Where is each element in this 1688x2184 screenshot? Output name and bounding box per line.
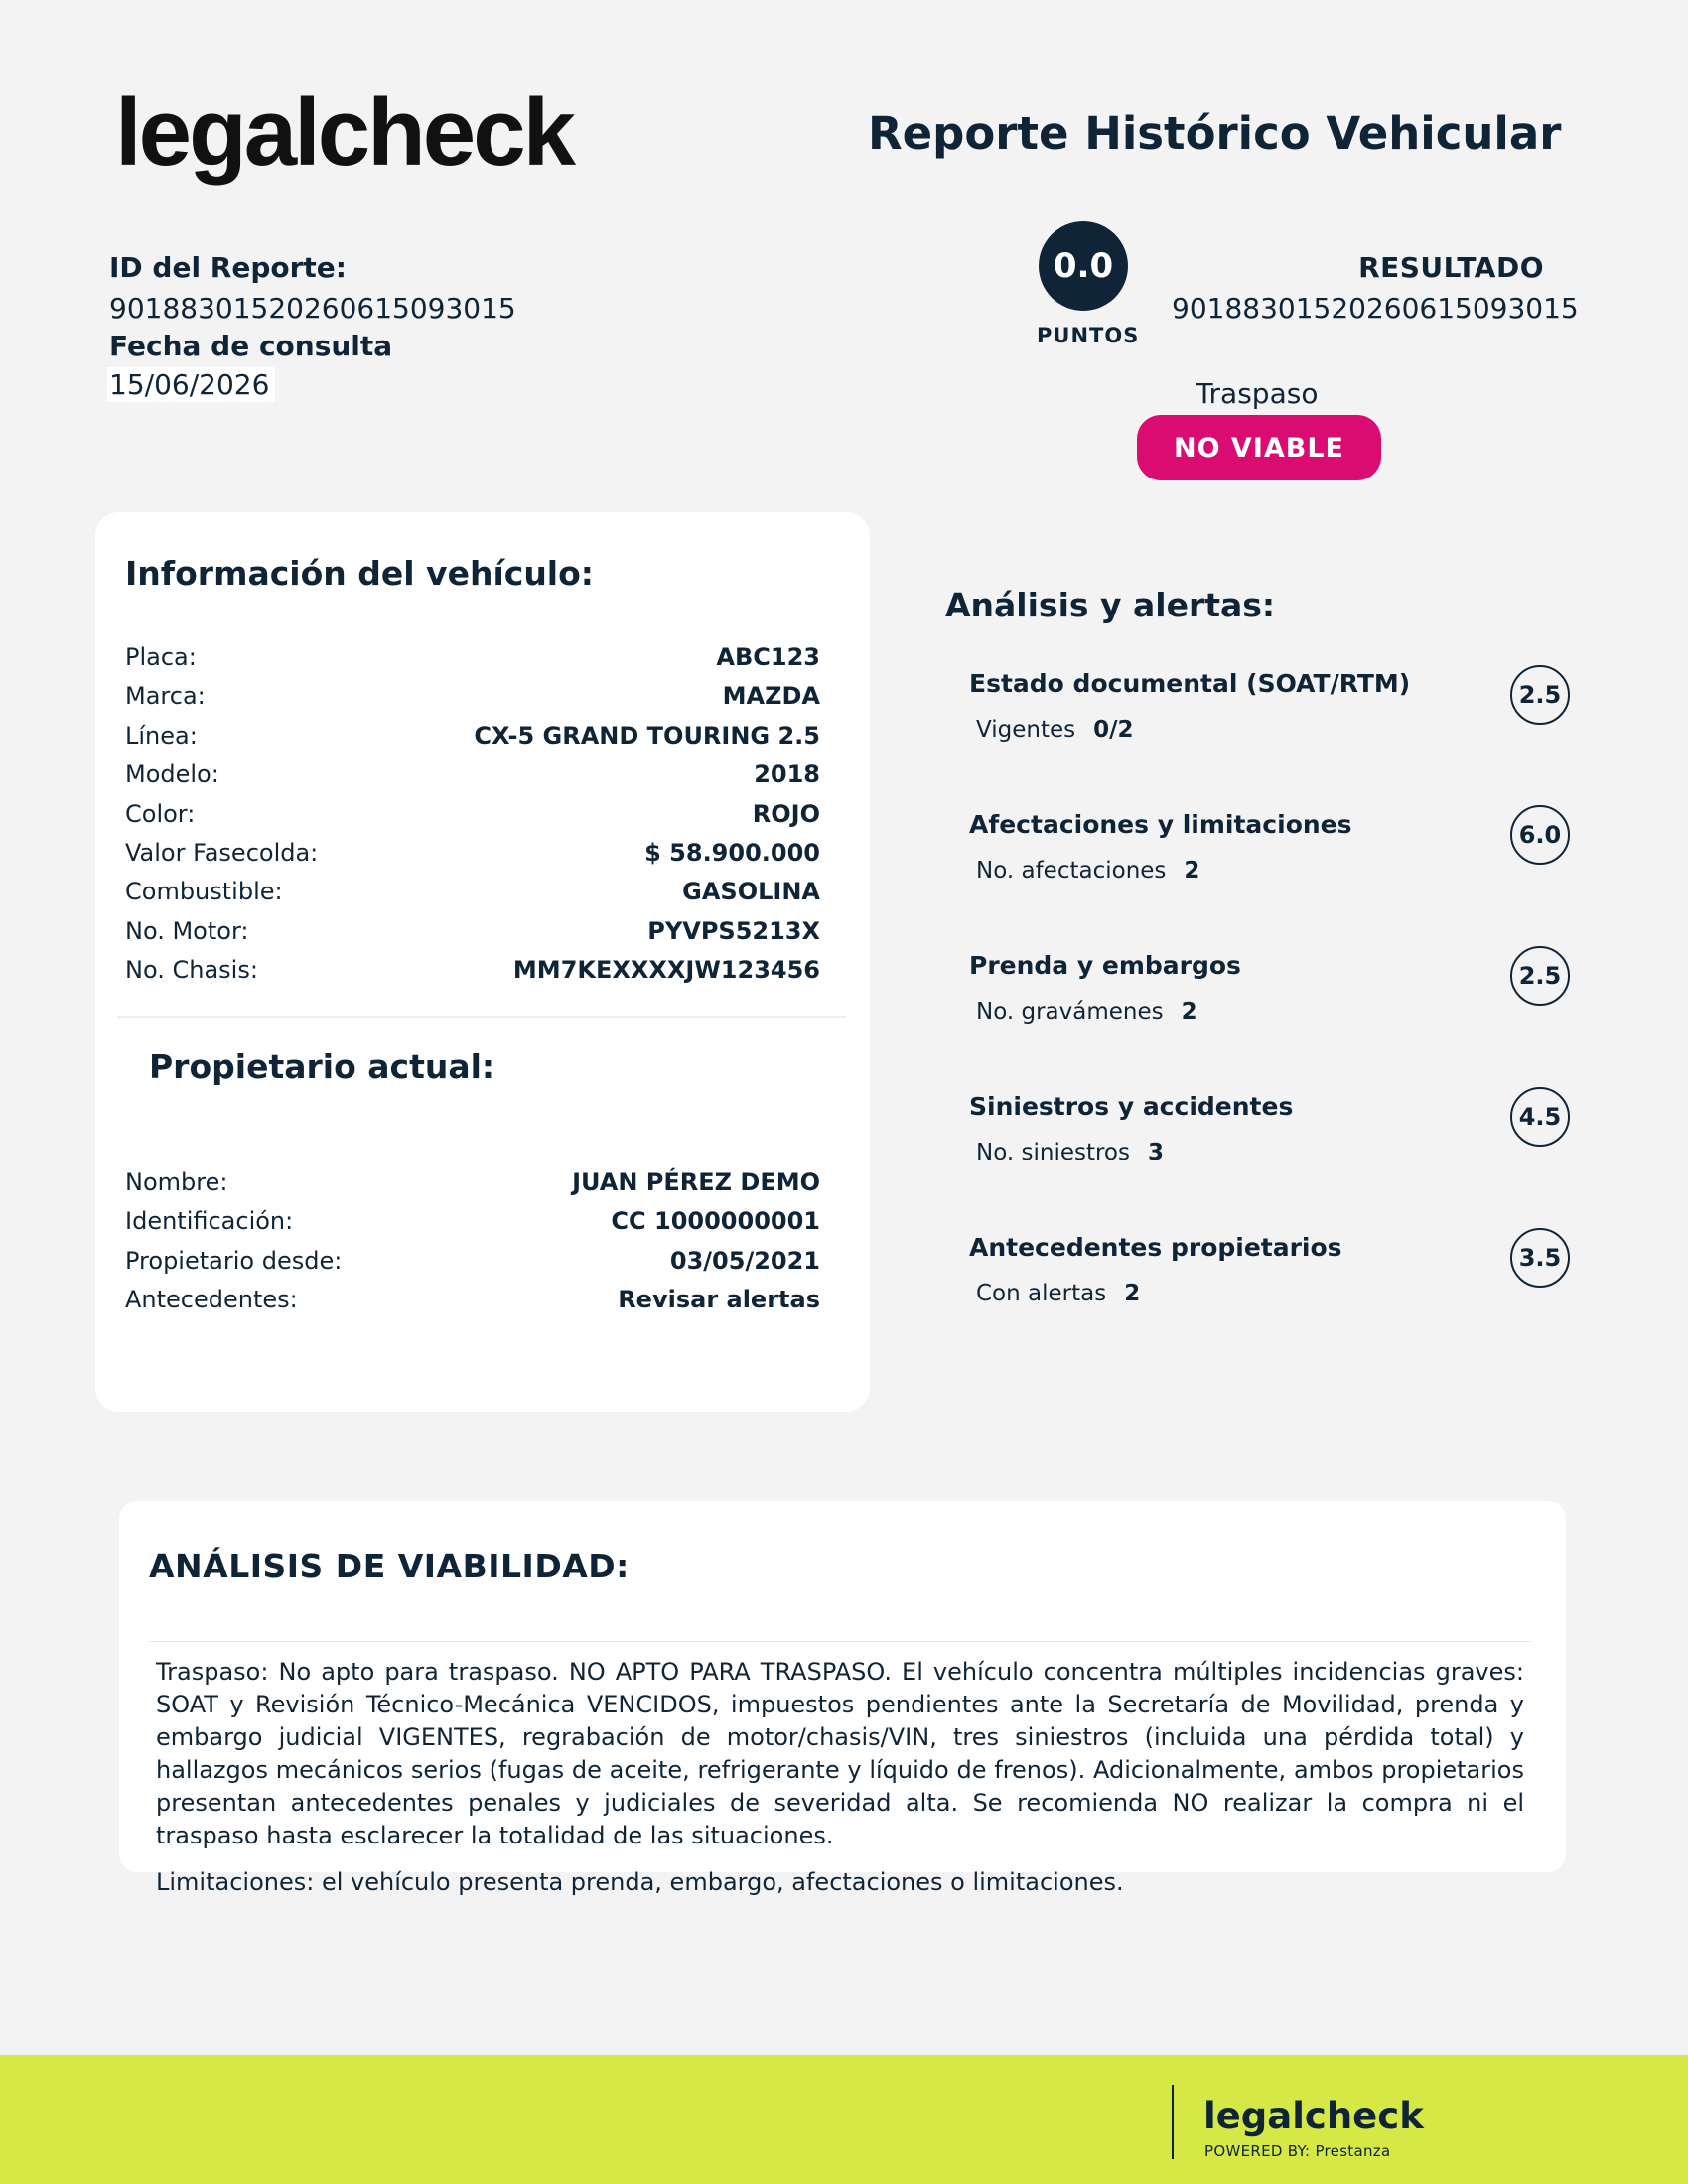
owner-heading: Propietario actual:: [149, 1047, 495, 1086]
alert-title-owners: Antecedentes propietarios: [969, 1233, 1342, 1262]
footer-bar: [0, 2055, 1688, 2184]
report-id-label: ID del Reporte:: [109, 251, 347, 284]
page-title: Reporte Histórico Vehicular: [868, 107, 1562, 160]
row-label: Antecedentes:: [125, 1286, 298, 1313]
analysis-heading: Análisis y alertas:: [945, 586, 1276, 624]
row-label: Propietario desde:: [125, 1247, 343, 1275]
alert-score-limitations: 6.0: [1510, 805, 1570, 865]
alert-score-liens: 2.5: [1510, 946, 1570, 1006]
viability-text: Traspaso: No apto para traspaso. NO APTO PARA TRASPASO. El vehículo concentra múltiples incidencias graves: SOAT y Revisión Técnico-Mecánica VENCIDOS, impuestos pendientes ante la Secretaría de Movilidad, prenda y embargo judicial VIGENTES, regrabación de motor/chasis/VIN, tres siniestros (incluida una pérdida total) y hallazgos mecánicos serios (fugas de aceite, refrigerante y líquido de frenos). Adicionalmente, ambos propietarios presentan antecedentes penales y judiciales de severidad alta. Se recomienda NO realizar la compra ni el traspaso hasta esclarecer la totalidad de las situaciones.: [156, 1658, 1524, 1849]
result-id-value: 90188301520260615093015: [1172, 292, 1579, 325]
footer-separator: [1172, 2085, 1174, 2159]
row-value: JUAN PÉREZ DEMO: [572, 1168, 820, 1196]
alert-title-documents: Estado documental (SOAT/RTM): [969, 669, 1411, 698]
row-value: PYVPS5213X: [647, 917, 820, 945]
alert-title-limitations: Afectaciones y limitaciones: [969, 810, 1352, 839]
status-badge: NO VIABLE: [1137, 415, 1381, 480]
alert-detail-limitations: [976, 858, 1199, 884]
alert-detail-value: 2: [1124, 1281, 1141, 1306]
row-value: 03/05/2021: [669, 1247, 820, 1275]
transfer-label: Traspaso: [1196, 377, 1319, 410]
row-value: ABC123: [716, 643, 820, 671]
vehicle-row-fuel: [125, 878, 820, 905]
footer-powered-by: POWERED BY: Prestanza: [1204, 2142, 1391, 2160]
owner-row-since: [125, 1247, 820, 1275]
row-value: 2018: [754, 760, 820, 788]
alert-detail-value: 3: [1148, 1140, 1165, 1165]
row-label: No. Motor:: [125, 917, 249, 945]
vehicle-row-line: [125, 722, 820, 750]
owner-row-background: [125, 1286, 820, 1313]
row-value: CX-5 GRAND TOURING 2.5: [474, 722, 820, 750]
alert-detail-value: 2: [1184, 858, 1200, 884]
vehicle-row-fasecolda: [125, 839, 820, 867]
alert-detail-label: Con alertas: [976, 1281, 1107, 1306]
vehicle-info-heading: Información del vehículo:: [125, 554, 594, 593]
row-label: No. Chasis:: [125, 956, 258, 984]
alert-score-documents: 2.5: [1510, 665, 1570, 725]
alert-detail-owners: [976, 1281, 1140, 1306]
alert-score-accidents: 4.5: [1510, 1087, 1570, 1147]
alert-detail-label: No. siniestros: [976, 1140, 1130, 1165]
row-value: MM7KEXXXXJW123456: [512, 956, 820, 984]
alert-detail-label: Vigentes: [976, 717, 1076, 743]
viability-heading: ANÁLISIS DE VIABILIDAD:: [149, 1547, 630, 1585]
vehicle-row-model: [125, 760, 820, 788]
row-label: Color:: [125, 800, 196, 828]
consult-date-label: Fecha de consulta: [109, 330, 393, 362]
vehicle-row-brand: [125, 682, 820, 710]
row-label: Identificación:: [125, 1207, 294, 1235]
row-label: Marca:: [125, 682, 206, 710]
score-badge: 0.0: [1039, 221, 1128, 311]
alert-detail-documents: [976, 717, 1134, 743]
alert-detail-liens: [976, 999, 1197, 1024]
consult-date-value: 15/06/2026: [107, 367, 275, 402]
row-label: Combustible:: [125, 878, 283, 905]
vehicle-row-engine: [125, 917, 820, 945]
row-label: Placa:: [125, 643, 197, 671]
alert-title-accidents: Siniestros y accidentes: [969, 1092, 1294, 1121]
viability-divider: [149, 1641, 1531, 1642]
footer-logo: legalcheck: [1203, 2095, 1424, 2137]
alert-detail-value: 0/2: [1093, 717, 1134, 743]
row-label: Modelo:: [125, 760, 219, 788]
owner-row-id: [125, 1207, 820, 1235]
alert-detail-label: No. gravámenes: [976, 999, 1164, 1024]
owner-row-name: [125, 1168, 820, 1196]
row-label: Valor Fasecolda:: [125, 839, 319, 867]
alert-detail-accidents: [976, 1140, 1164, 1165]
alert-detail-value: 2: [1181, 999, 1197, 1024]
alert-title-liens: Prenda y embargos: [969, 951, 1241, 980]
row-value: $ 58.900.000: [644, 839, 820, 867]
report-id-value: 90188301520260615093015: [109, 292, 516, 325]
viability-limitations: Limitaciones: el vehículo presenta prenda, embargo, afectaciones o limitaciones.: [156, 1868, 1124, 1896]
vehicle-row-chassis: [125, 956, 820, 984]
vehicle-row-plate: [125, 643, 820, 671]
row-label: Línea:: [125, 722, 198, 750]
alert-score-owners: 3.5: [1510, 1228, 1570, 1288]
alert-detail-label: No. afectaciones: [976, 858, 1167, 884]
card-divider: [117, 1016, 846, 1018]
score-label: PUNTOS: [1037, 324, 1140, 347]
row-value: MAZDA: [722, 682, 820, 710]
row-label: Nombre:: [125, 1168, 228, 1196]
row-value: Revisar alertas: [618, 1286, 820, 1313]
row-value: ROJO: [752, 800, 820, 828]
row-value: GASOLINA: [682, 878, 820, 905]
vehicle-row-color: [125, 800, 820, 828]
result-label: RESULTADO: [1358, 251, 1544, 284]
brand-logo: legalcheck: [115, 79, 573, 186]
row-value: CC 1000000001: [611, 1207, 820, 1235]
